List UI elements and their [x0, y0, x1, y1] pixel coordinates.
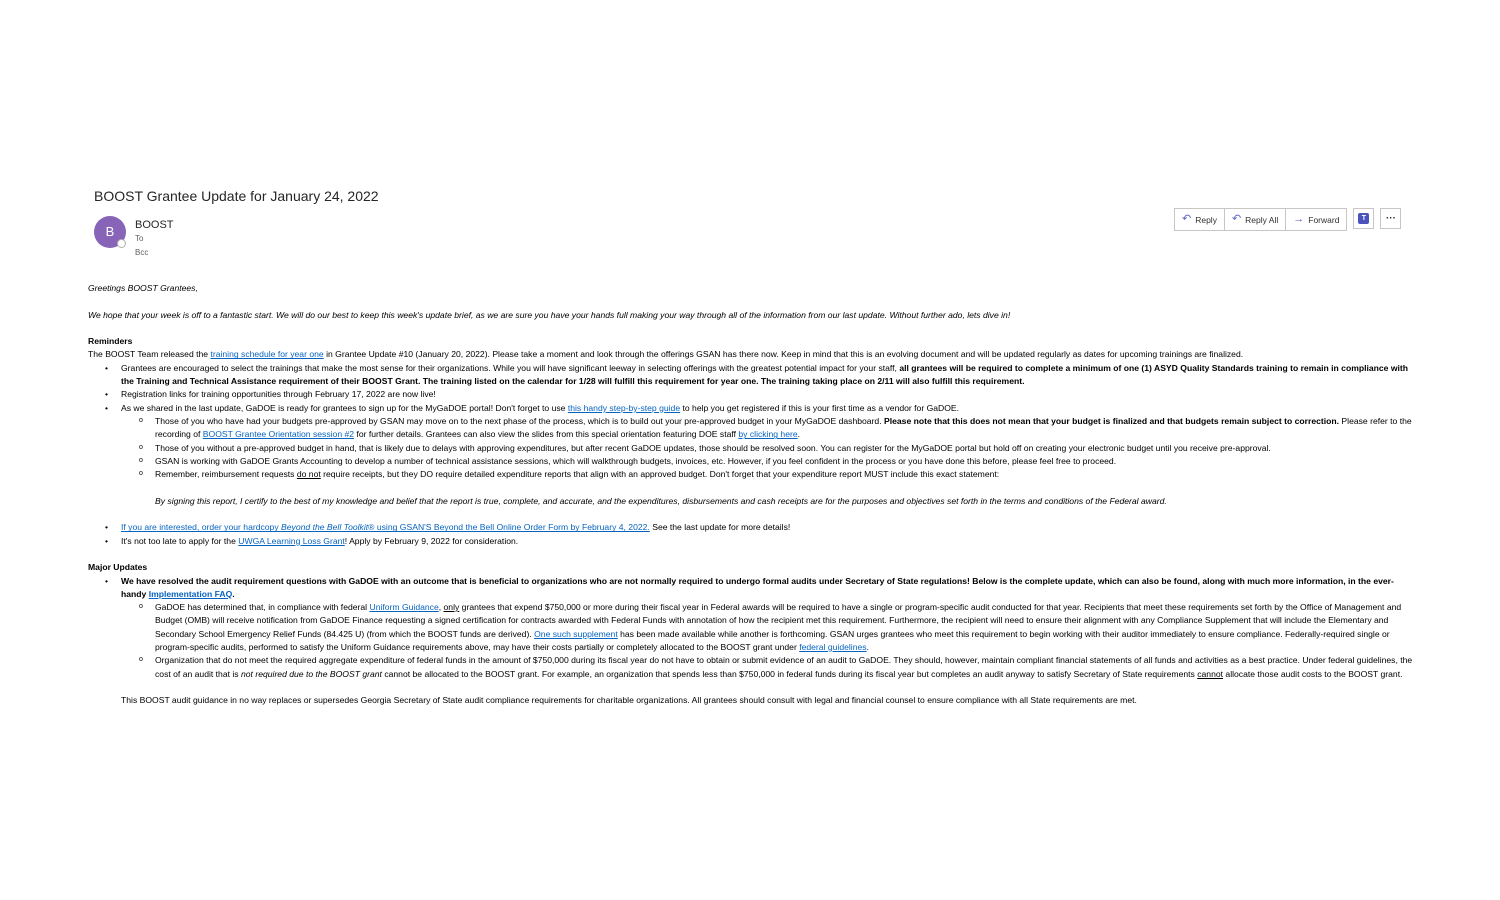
federal-guidelines-link[interactable]: federal guidelines: [799, 642, 867, 653]
training-schedule-link[interactable]: training schedule for year one: [210, 349, 324, 360]
uniform-guidance-link[interactable]: Uniform Guidance: [369, 602, 439, 613]
teams-icon: T: [1358, 213, 1369, 224]
list-item: • If you are interested, order your hardcopy Beyond the Bell Toolkit® using GSAN'S Beyond the Bell Online Order Form by February 4, 2022. See the last update for more details!: [121, 521, 1418, 534]
supplement-link[interactable]: One such supplement: [534, 628, 618, 639]
major-updates-list: [88, 575, 1418, 681]
forward-button[interactable]: [1286, 209, 1346, 230]
avatar[interactable]: B: [94, 216, 126, 248]
list-item: o Those of you who have had your budgets pre-approved by GSAN may move on to the next phase of the process, which is to build out your pre-approved budget in your MyGaDOE dashboard. Please note that this does not mean that your budget is finalized and that budgets remain subject to correction. Please refer to the recording of BOOST Grantee Orientation session #2 for further details. Grantees can also view the slides from this special orientation featuring DOE staff by clicking here.: [155, 415, 1418, 442]
email-subject: BOOST Grantee Update for January 24, 2022: [94, 188, 379, 204]
reply-all-label: Reply All: [1245, 214, 1279, 225]
implementation-faq-link[interactable]: Implementation FAQ: [148, 588, 233, 599]
list-item: o Those of you without a pre-approved budget in hand, that is likely due to delays with approving expenditures, but after recent GaDOE updates, those should be resolved soon. You can register for the MyGaDOE portal but hold off on creating your electronic budget until you receive pre-approval.: [155, 442, 1418, 455]
reminders-paragraph: The BOOST Team released the training schedule for year one in Grantee Update #10 (January 20, 2022). Please take a moment and look through the offerings GSAN has there now. Keep in mind that this is an evolving document and will be updated regularly as dates for upcoming trainings are finalized.: [88, 349, 1244, 360]
portal-sublist: [121, 415, 1418, 481]
list-item: • Registration links for training opportunities through February 17, 2022 are now live!: [121, 388, 1418, 401]
orientation-session-link[interactable]: BOOST Grantee Orientation session #2: [202, 429, 355, 440]
step-by-step-guide-link[interactable]: this handy step-by-step guide: [567, 402, 681, 413]
message-actions: [1174, 208, 1401, 231]
reply-button-group: [1174, 208, 1347, 231]
list-item: • Grantees are encouraged to select the trainings that make the most sense for their organizations. While you will have significant leeway in selecting offerings with the greatest potential impact for your staff, all grantees will be required to complete a minimum of one (1) ASYD Quality Standards training to remain in compliance with the Training and Technical Assistance requirement of their BOOST Grant. The training listed on the calendar for 1/28 will fulfill this requirement for year one. The training taking place on 2/11 will also fulfill this requirement.: [121, 362, 1418, 389]
audit-sublist: [121, 601, 1418, 681]
reply-all-button[interactable]: [1225, 209, 1286, 230]
sender-name[interactable]: BOOST: [135, 219, 174, 231]
clicking-here-link[interactable]: by clicking here: [738, 429, 798, 440]
reply-button[interactable]: [1175, 209, 1225, 230]
greeting: Greetings BOOST Grantees,: [88, 283, 198, 293]
list-item: • We have resolved the audit requirement questions with GaDOE with an outcome that is beneficial to organizations who are not normally required to undergo formal audits under Secretary of State regulations! Below is the complete update, which can also be found, along with much more information, in the ever-handy Implementation FAQ. o GaDOE has determined that, in compliance with federal Uniform Guidance, only grantees that expend $750,000 or more during their fiscal year in Federal awards will be required to have a single or program-specific audit conducted for that year. Recipients that meet these requirements set forth by the Office of Management and Budget (OMB) will receive notification from GaDOE Finance requesting a signed certification for contracts awarded with Federal Funds with annotation of how the recipient met this requirement. Furthermore, the recipient will need to ensure their alignment with any Compliance Supplement that will include the Elementary and Secondary School Emergency Relief Funds (84.425 U) (from which the BOOST funds are derived). One such supplement has been made available while another is forthcoming. GSAN urges grantees who meet this requirement to begin working with their auditor immediately to ensure compliance. Federally-required single or program-specific audits, performed to satisfy the Uniform Guidance requirements above, may have their costs partially or completely allocated to the BOOST grant under federal guidelines. o Organization that do not meet the required aggregate expenditure of federal funds in the amount of $750,000 during its fiscal year do not have to obtain or submit evidence of an audit to GaDOE. They should, however, maintain compliant financial statements of all funds and activities as a best practice. Under federal guidelines, the cost of an audit that is not required due to the BOOST grant cannot be allocated to the BOOST grant. For example, an organization that spends less than $750,000 in federal funds during its fiscal year but completes an audit anyway to satisfy Secretary of State requirements cannot allocate those audit costs to the BOOST grant.: [121, 575, 1418, 681]
more-options-button[interactable]: [1380, 208, 1401, 229]
reminders-list: [88, 362, 1418, 482]
list-item: • It's not too late to apply for the UWGA Learning Loss Grant! Apply by February 9, 2022 for consideration.: [121, 535, 1418, 548]
more-options-icon: ···: [1385, 213, 1396, 224]
list-item: o Remember, reimbursement requests do not require receipts, but they DO require detailed expenditure reports that align with an approved budget. Don't forget that your expenditure report MUST include this exact statement:: [155, 468, 1418, 481]
reply-label: Reply: [1195, 214, 1217, 225]
forward-icon: →: [1293, 213, 1305, 225]
toolkit-order-link[interactable]: If you are interested, order your hardcopy Beyond the Bell Toolkit® using GSAN'S Beyond the Bell Online Order Form by February 4, 2022.: [121, 522, 650, 533]
audit-disclaimer: This BOOST audit guidance in no way replaces or supersedes Georgia Secretary of State audit compliance requirements for charitable organizations. All grantees should consult with legal and financial counsel to ensure compliance with all State requirements are met.: [121, 695, 1137, 706]
uwga-grant-link[interactable]: UWGA Learning Loss Grant: [238, 535, 345, 546]
intro-paragraph: We hope that your week is off to a fantastic start. We will do our best to keep this week's update brief, as we are sure you have your hands full making your way through all of the information from our last update. Without further ado, lets dive in!: [88, 309, 1011, 320]
presence-status-icon: [117, 239, 126, 248]
list-item: o GSAN is working with GaDOE Grants Accounting to develop a number of technical assistance sessions, which will walkthrough budgets, invoices, etc. However, if you feel confident in the process or you have done this before, please feel free to proceed.: [155, 455, 1418, 468]
reply-icon: ↶: [1182, 213, 1192, 225]
list-item: o Organization that do not meet the required aggregate expenditure of federal funds in the amount of $750,000 during its fiscal year do not have to obtain or submit evidence of an audit to GaDOE. They should, however, maintain compliant financial statements of all funds and activities as a best practice. Under federal guidelines, the cost of an audit that is not required due to the BOOST grant cannot be allocated to the BOOST grant. For example, an organization that spends less than $750,000 in federal funds during its fiscal year but completes an audit anyway to satisfy Secretary of State requirements cannot allocate those audit costs to the BOOST grant.: [155, 654, 1418, 681]
bcc-label: Bcc: [135, 248, 149, 257]
certification-statement: By signing this report, I certify to the best of my knowledge and belief that the report is true, complete, and accurate, and the expenditures, disbursements and cash receipts are for the purposes and objectives set forth in the terms and conditions of the Federal award.: [155, 495, 1167, 506]
teams-button[interactable]: [1353, 208, 1374, 229]
reply-all-icon: ↶: [1231, 213, 1242, 225]
list-item: • As we shared in the last update, GaDOE is ready for grantees to sign up for the MyGaDOE portal! Don't forget to use this handy step-by-step guide to help you get registered if this is your first time as a vendor for GaDOE. o Those of you who have had your budgets pre-approved by GSAN may move on to the next phase of the process, which is to build out your pre-approved budget in your MyGaDOE dashboard. Please note that this does not mean that your budget is finalized and that budgets remain subject to correction. Please refer to the recording of BOOST Grantee Orientation session #2 for further details. Grantees can also view the slides from this special orientation featuring DOE staff by clicking here. o Those of you without a pre-approved budget in hand, that is likely due to delays with approving expenditures, but after recent GaDOE updates, those should be resolved soon. You can register for the MyGaDOE portal but hold off on creating your electronic budget until you receive pre-approval. o GSAN is working with GaDOE Grants Accounting to develop a number of technical assistance sessions, which will walkthrough budgets, invoices, etc. However, if you feel confident in the process or you have done this before, please feel free to proceed. o Remember, reimbursement requests do not require receipts, but they DO require detailed expenditure reports that align with an approved budget. Don't forget that your expenditure report MUST include this exact statement:: [121, 402, 1418, 482]
reminders-heading: Reminders: [88, 336, 133, 347]
email-body: [88, 282, 1418, 708]
to-label: To: [135, 234, 144, 243]
list-item: o GaDOE has determined that, in compliance with federal Uniform Guidance, only grantees that expend $750,000 or more during their fiscal year in Federal awards will be required to have a single or program-specific audit conducted for that year. Recipients that meet these requirements set forth by the Office of Management and Budget (OMB) will receive notification from GaDOE Finance requesting a signed certification for contracts awarded with Federal Funds with annotation of how the recipient met this requirement. Furthermore, the recipient will need to ensure their alignment with any Compliance Supplement that will include the Elementary and Secondary School Emergency Relief Funds (84.425 U) (from which the BOOST funds are derived). One such supplement has been made available while another is forthcoming. GSAN urges grantees who meet this requirement to begin working with their auditor immediately to ensure compliance. Federally-required single or program-specific audits, performed to satisfy the Uniform Guidance requirements above, may have their costs partially or completely allocated to the BOOST grant under federal guidelines.: [155, 601, 1418, 654]
reminders-list-2: [88, 521, 1418, 548]
forward-label: Forward: [1308, 214, 1340, 225]
major-updates-heading: Major Updates: [88, 562, 148, 573]
